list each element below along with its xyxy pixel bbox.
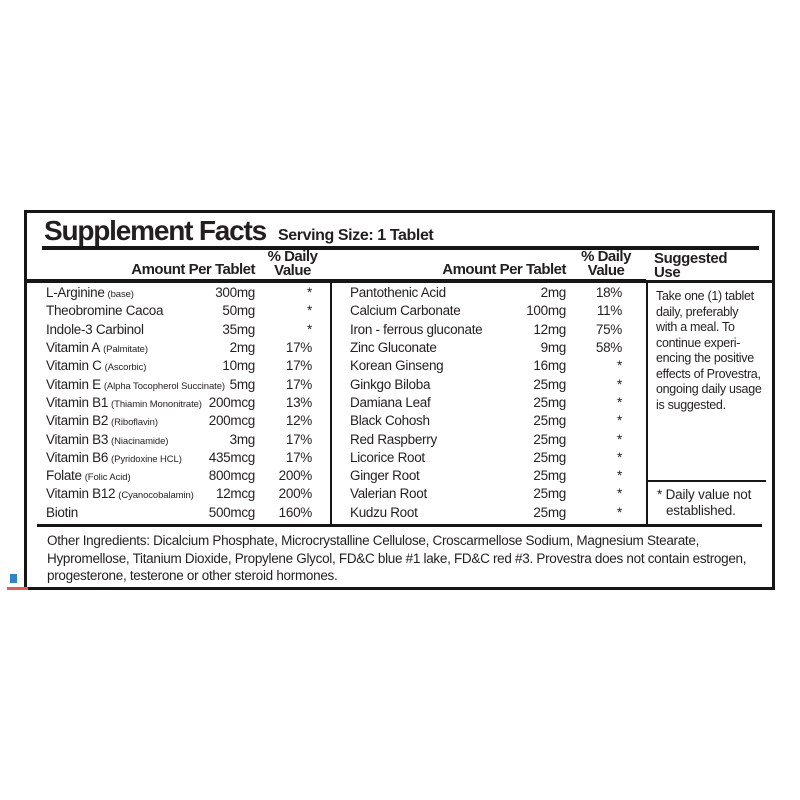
ingredient-name: Black Cohosh xyxy=(350,413,430,429)
ingredient-name: Licorice Root xyxy=(350,449,425,465)
amount-per-tablet-header: Amount Per Tablet xyxy=(442,261,566,278)
ingredient-name: Zinc Gluconate xyxy=(350,339,437,355)
ingredient-name-cell xyxy=(332,450,533,465)
ingredient-rows-left xyxy=(27,283,330,524)
suggested-use-line: is suggested. xyxy=(656,397,726,412)
ingredient-daily-value: * xyxy=(307,321,312,337)
table-row xyxy=(332,358,646,376)
ingredient-daily-value: * xyxy=(307,285,312,300)
ingredient-name-cell xyxy=(332,340,541,355)
table-row xyxy=(27,303,330,321)
ingredient-name: Indole-3 Carbinol xyxy=(46,321,144,337)
ingredient-amount: 435mcg xyxy=(208,449,255,465)
red-registration-mark xyxy=(7,587,28,590)
ingredient-name: Iron - ferrous gluconate xyxy=(350,321,483,337)
suggested-use-header-line2: Use xyxy=(654,264,681,281)
daily-value-header-line2: Value xyxy=(274,262,311,279)
ingredient-amount: 3mg xyxy=(229,431,255,447)
ingredient-daily-value: 17% xyxy=(285,358,312,374)
ingredient-amount: 12mg xyxy=(533,321,566,337)
ingredient-daily-value: 200% xyxy=(278,468,312,484)
suggested-use-line: Take one (1) tablet xyxy=(656,289,754,303)
ingredient-daily-value: * xyxy=(617,486,622,502)
ingredient-daily-value: * xyxy=(617,504,622,520)
table-row xyxy=(27,450,330,468)
ingredient-amount: 10mg xyxy=(222,358,255,374)
table-row xyxy=(332,413,646,431)
column-left-header xyxy=(27,250,330,283)
table-row xyxy=(27,486,330,504)
ingredient-name: Vitamin B1 xyxy=(46,394,109,410)
ingredient-name: Ginkgo Biloba xyxy=(350,376,431,392)
ingredient-amount: 25mg xyxy=(533,468,566,484)
ingredient-name: Ginger Root xyxy=(350,468,420,484)
ingredient-name-cell xyxy=(27,303,222,318)
table-row xyxy=(27,322,330,340)
ingredient-amount: 35mg xyxy=(222,321,255,337)
panel-title: Supplement Facts xyxy=(44,215,266,246)
ingredient-name: Kudzu Root xyxy=(350,504,418,520)
column-left xyxy=(27,250,330,524)
suggested-use-content xyxy=(648,283,772,524)
ingredient-name: Damiana Leaf xyxy=(350,394,431,410)
ingredient-daily-value: 17% xyxy=(285,339,312,355)
ingredient-note: (Niacinamide) xyxy=(111,435,169,447)
ingredient-name: Vitamin B2 xyxy=(46,413,109,429)
ingredient-name-cell xyxy=(332,486,533,501)
ingredient-name: Red Raspberry xyxy=(350,431,437,447)
table-row xyxy=(332,432,646,450)
column-suggested-use xyxy=(646,250,772,524)
daily-value-header-line1: % Daily xyxy=(267,248,318,265)
table-row xyxy=(332,377,646,395)
column-middle-header xyxy=(330,250,646,283)
column-middle xyxy=(330,250,646,524)
ingredient-note: (Folic Acid) xyxy=(84,472,131,484)
ingredient-amount: 25mg xyxy=(533,504,566,520)
ingredient-name: Vitamin E xyxy=(46,376,101,392)
ingredient-daily-value: 11% xyxy=(596,303,622,319)
ingredient-note: (Palmitate) xyxy=(103,343,148,355)
table-row xyxy=(27,377,330,395)
ingredient-name: Calcium Carbonate xyxy=(350,303,461,319)
table-row xyxy=(332,322,646,340)
ingredient-amount: 25mg xyxy=(533,394,566,410)
column-middle-body xyxy=(330,283,646,524)
ingredient-name-cell xyxy=(332,377,533,392)
suggested-use-line: ongoing daily usage xyxy=(656,382,762,396)
ingredient-daily-value: * xyxy=(617,468,622,484)
ingredient-daily-value: * xyxy=(617,413,622,429)
ingredient-name: Vitamin B6 xyxy=(46,449,109,465)
ingredient-name-cell xyxy=(332,413,533,428)
suggested-use-line: daily, preferably xyxy=(656,304,739,319)
ingredient-note: (Cyanocobalamin) xyxy=(118,490,194,502)
ingredient-name: Vitamin B12 xyxy=(46,486,116,502)
table-row xyxy=(27,285,330,303)
ingredient-amount: 200mcg xyxy=(208,413,255,429)
ingredient-amount: 100mg xyxy=(526,303,566,319)
table-row xyxy=(27,413,330,431)
suggested-use-line: encing the positive xyxy=(656,351,754,365)
ingredient-note: (Pyridoxine HCL) xyxy=(111,453,182,465)
blue-registration-mark xyxy=(10,574,17,583)
table-row xyxy=(27,468,330,486)
ingredient-note: (Riboflavin) xyxy=(111,417,158,429)
daily-value-header-line1: % Daily xyxy=(581,248,631,265)
suggested-use-line: with a meal. To xyxy=(656,320,735,334)
ingredient-amount: 2mg xyxy=(540,285,566,300)
ingredient-daily-value: 12% xyxy=(285,413,312,429)
ingredient-name-cell xyxy=(27,340,230,355)
suggested-use-text xyxy=(656,289,766,413)
ingredient-name-cell xyxy=(27,432,230,447)
ingredient-name: Pantothenic Acid xyxy=(350,285,446,300)
ingredient-name: Biotin xyxy=(46,504,78,520)
ingredient-name-cell xyxy=(27,377,230,392)
ingredient-name-cell xyxy=(27,395,209,410)
ingredient-amount: 300mg xyxy=(215,285,255,300)
table-row xyxy=(27,340,330,358)
panel-title-row xyxy=(27,213,772,246)
amount-per-tablet-header: Amount Per Tablet xyxy=(131,261,255,278)
table-row xyxy=(27,358,330,376)
ingredient-name-cell xyxy=(332,432,533,447)
ingredient-rows-middle xyxy=(332,283,646,524)
ingredient-name-cell xyxy=(332,395,533,410)
table-row xyxy=(27,395,330,413)
ingredient-daily-value: * xyxy=(617,449,622,465)
ingredient-name-cell xyxy=(27,285,215,300)
table-row xyxy=(332,285,646,303)
ingredient-note: (Ascorbic) xyxy=(104,362,147,374)
ingredient-amount: 25mg xyxy=(533,431,566,447)
ingredient-name-cell xyxy=(27,486,216,501)
table-row xyxy=(332,303,646,321)
ingredient-daily-value: * xyxy=(617,431,622,447)
ingredient-daily-value: 200% xyxy=(278,486,312,502)
ingredient-daily-value: 13% xyxy=(285,394,312,410)
ingredient-amount: 5mg xyxy=(229,376,255,392)
suggested-use-header-line1: Suggested xyxy=(654,250,728,267)
ingredient-note: (Thiamin Mononitrate) xyxy=(111,398,202,410)
ingredient-daily-value: 160% xyxy=(278,504,312,520)
ingredient-name: L-Arginine xyxy=(46,285,105,300)
ingredient-name-cell xyxy=(27,322,222,337)
ingredient-daily-value: 17% xyxy=(285,376,312,392)
suggested-use-line: effects of Provestra, xyxy=(656,366,761,381)
ingredient-amount: 500mcg xyxy=(208,504,255,520)
ingredient-amount: 800mcg xyxy=(208,468,255,484)
ingredient-name: Korean Ginseng xyxy=(350,358,444,374)
ingredient-daily-value: 75% xyxy=(595,321,622,337)
ingredient-name-cell xyxy=(332,285,541,300)
ingredient-daily-value: * xyxy=(617,358,622,374)
ingredient-name-cell xyxy=(27,468,209,483)
ingredient-name-cell xyxy=(27,413,209,428)
ingredient-amount: 16mg xyxy=(533,358,566,374)
ingredient-daily-value: 18% xyxy=(595,285,622,300)
table-row xyxy=(332,395,646,413)
table-row xyxy=(332,340,646,358)
table-row xyxy=(332,505,646,523)
suggested-use-header xyxy=(646,250,772,283)
ingredient-note: (Alpha Tocopherol Succinate) xyxy=(103,380,225,392)
ingredient-name-cell xyxy=(332,358,533,373)
ingredient-amount: 50mg xyxy=(222,303,255,319)
other-ingredients-text: Other Ingredients: Dicalcium Phosphate, Microcrystalline Cellulose, Croscarmellose Sodium, Magnesium Stearate, Hypromellose, Titanium Dioxide, Propylene Glycol, FD&C blue #1 lake, FD&C red #3. Provestra does not contain estrogen, progesterone, testerone or other steroid hormones. xyxy=(47,533,747,583)
table-row xyxy=(27,505,330,523)
ingredient-daily-value: * xyxy=(617,394,622,410)
ingredient-name: Vitamin A xyxy=(46,339,101,355)
supplement-facts-panel xyxy=(24,210,775,590)
ingredient-name-cell xyxy=(332,322,533,337)
ingredient-daily-value: 58% xyxy=(595,339,622,355)
ingredient-amount: 25mg xyxy=(533,376,566,392)
ingredient-name: Vitamin B3 xyxy=(46,431,109,447)
ingredient-name-cell xyxy=(27,505,209,520)
ingredient-amount: 2mg xyxy=(229,339,255,355)
ingredient-daily-value: * xyxy=(307,303,312,319)
columns-container xyxy=(27,250,772,524)
ingredient-name: Vitamin C xyxy=(46,358,102,374)
ingredient-name: Valerian Root xyxy=(350,486,427,502)
ingredient-name: Folate xyxy=(46,468,82,484)
daily-value-footnote: * Daily value not established. xyxy=(657,487,752,518)
ingredient-daily-value: 17% xyxy=(285,431,312,447)
suggested-use-body xyxy=(646,283,772,524)
ingredient-daily-value: 17% xyxy=(285,449,312,465)
suggested-use-line: continue experi- xyxy=(656,335,741,350)
ingredient-name-cell xyxy=(332,468,533,483)
ingredient-daily-value: * xyxy=(617,376,622,392)
ingredient-name-cell xyxy=(332,505,533,520)
table-row xyxy=(332,450,646,468)
ingredient-amount: 9mg xyxy=(540,339,566,355)
ingredient-amount: 12mcg xyxy=(215,486,255,502)
table-row xyxy=(332,468,646,486)
ingredient-amount: 25mg xyxy=(533,449,566,465)
ingredient-amount: 25mg xyxy=(533,486,566,502)
column-left-body xyxy=(27,283,330,524)
ingredient-name-cell xyxy=(27,358,222,373)
ingredient-name: Theobromine Cacoa xyxy=(46,303,164,319)
ingredient-note: (base) xyxy=(107,289,134,300)
table-row xyxy=(332,486,646,504)
daily-value-header-line2: Value xyxy=(587,262,625,279)
ingredient-name-cell xyxy=(332,303,526,318)
table-row xyxy=(27,432,330,450)
daily-value-header xyxy=(255,250,330,279)
serving-size: Serving Size: 1 Tablet xyxy=(277,227,434,244)
daily-value-header xyxy=(566,250,646,279)
ingredient-amount: 25mg xyxy=(533,413,566,429)
ingredient-amount: 200mcg xyxy=(208,394,255,410)
ingredient-name-cell xyxy=(27,450,209,465)
